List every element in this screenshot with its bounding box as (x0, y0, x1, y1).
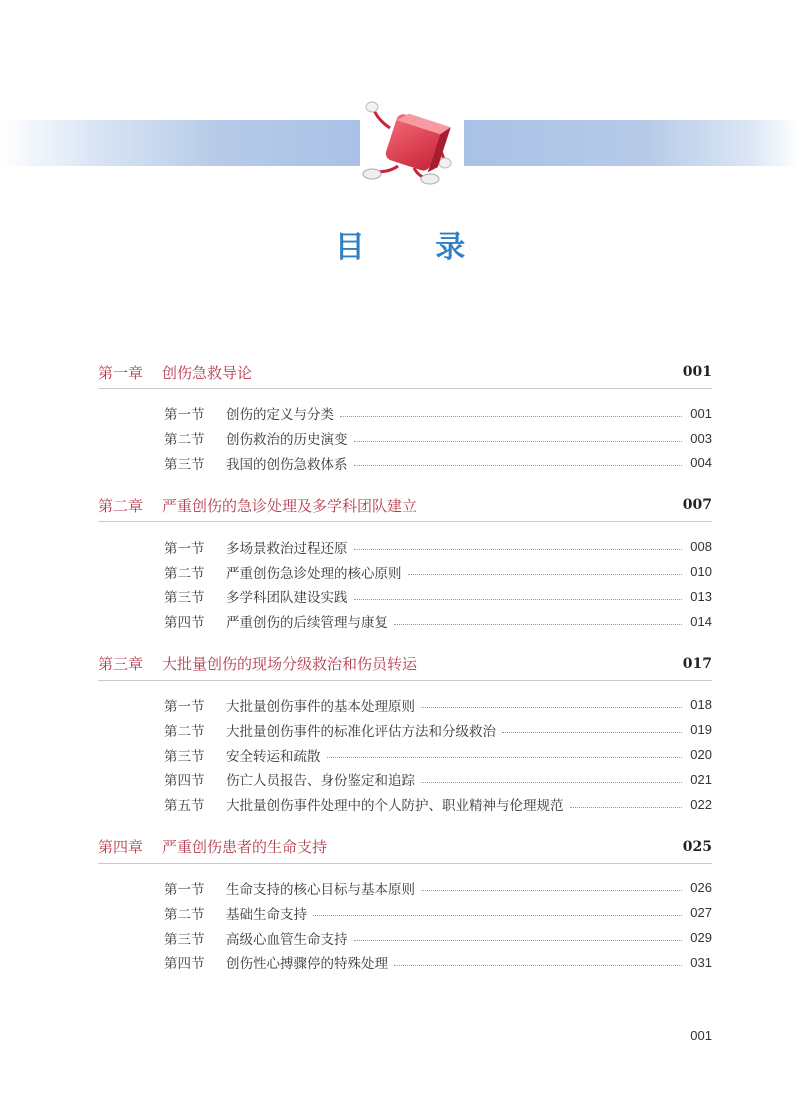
section-entry[interactable] (98, 767, 712, 792)
red-box-runner-icon (352, 98, 472, 190)
section-title: 创伤性心搏骤停的特殊处理 (226, 956, 388, 973)
section-entry[interactable] (98, 693, 712, 718)
section-page: 008 (690, 539, 712, 555)
chapter-page: 025 (682, 838, 712, 855)
dot-leader (354, 441, 683, 442)
section-title: 严重创伤的后续管理与康复 (226, 615, 388, 632)
section-title: 大批量创伤事件的基本处理原则 (226, 698, 415, 715)
section-number: 第二节 (164, 906, 205, 923)
section-title: 大批量创伤事件处理中的个人防护、职业精神与伦理规范 (226, 798, 564, 815)
section-entry[interactable] (98, 584, 712, 609)
table-of-contents (98, 356, 712, 989)
section-entry[interactable] (98, 559, 712, 584)
section-page: 004 (690, 455, 712, 471)
section-number: 第一节 (164, 407, 205, 424)
chapter-number: 第一章 (98, 363, 144, 382)
dot-leader (313, 915, 682, 916)
section-page: 003 (690, 430, 712, 446)
chapter-number: 第三章 (98, 655, 144, 674)
section-page: 010 (690, 564, 712, 580)
section-page: 018 (690, 697, 712, 713)
section-number: 第一节 (164, 698, 205, 715)
header-banner-left (0, 120, 360, 166)
section-page: 029 (690, 930, 712, 946)
section-entry[interactable] (98, 950, 712, 975)
section-number: 第二节 (164, 723, 205, 740)
dot-leader (340, 416, 682, 417)
dot-leader (354, 549, 683, 550)
section-title: 生命支持的核心目标与基本原则 (226, 881, 415, 898)
chapter-heading[interactable] (98, 831, 712, 864)
section-number: 第二节 (164, 432, 205, 449)
section-entry[interactable] (98, 717, 712, 742)
chapter-number: 第二章 (98, 496, 144, 515)
dot-leader (327, 757, 683, 758)
section-page: 022 (690, 796, 712, 812)
section-title: 高级心血管生命支持 (226, 931, 348, 948)
section-page: 021 (690, 771, 712, 787)
section-entry[interactable] (98, 900, 712, 925)
section-page: 013 (690, 588, 712, 604)
dot-leader (421, 707, 682, 708)
section-page: 026 (690, 880, 712, 896)
section-page: 027 (690, 905, 712, 921)
chapter-number: 第四章 (98, 838, 144, 857)
section-entry[interactable] (98, 742, 712, 767)
chapter-heading[interactable] (98, 489, 712, 522)
chapter-group (98, 356, 712, 475)
section-entry[interactable] (98, 876, 712, 901)
section-title: 安全转运和疏散 (226, 748, 321, 765)
section-number: 第三节 (164, 931, 205, 948)
section-title: 基础生命支持 (226, 906, 307, 923)
section-title: 我国的创伤急救体系 (226, 456, 348, 473)
section-title: 创伤的定义与分类 (226, 407, 334, 424)
chapter-title: 严重创伤的急诊处理及多学科团队建立 (162, 496, 418, 515)
section-number: 第四节 (164, 773, 205, 790)
section-entry[interactable] (98, 534, 712, 559)
section-title: 严重创伤急诊处理的核心原则 (226, 565, 402, 582)
section-page: 019 (690, 722, 712, 738)
chapter-group (98, 648, 712, 817)
section-title: 伤亡人员报告、身份鉴定和追踪 (226, 773, 415, 790)
chapter-page: 001 (682, 364, 712, 380)
section-entry[interactable] (98, 451, 712, 476)
section-page: 031 (690, 954, 712, 970)
section-number: 第四节 (164, 615, 205, 632)
header-banner-right (464, 120, 800, 166)
chapter-page: 017 (682, 655, 712, 672)
chapter-title: 大批量创伤的现场分级救治和伤员转运 (162, 655, 418, 674)
section-title: 创伤救治的历史演变 (226, 432, 348, 449)
section-number: 第四节 (164, 956, 205, 973)
section-entry[interactable] (98, 925, 712, 950)
chapter-title: 创伤急救导论 (162, 363, 253, 382)
section-number: 第一节 (164, 881, 205, 898)
dot-leader (354, 599, 683, 600)
page-number: 001 (690, 1028, 712, 1043)
section-number: 第三节 (164, 748, 205, 765)
dot-leader (394, 965, 682, 966)
page-title: 目 录 (334, 230, 496, 265)
section-title: 大批量创伤事件的标准化评估方法和分级救治 (226, 723, 496, 740)
chapter-page: 007 (682, 497, 712, 514)
section-entry[interactable] (98, 426, 712, 451)
section-entry[interactable] (98, 609, 712, 634)
dot-leader (570, 807, 683, 808)
chapter-group (98, 489, 712, 633)
section-number: 第五节 (164, 798, 205, 815)
section-entry[interactable] (98, 792, 712, 817)
section-entry[interactable] (98, 401, 712, 426)
section-title: 多学科团队建设实践 (226, 590, 348, 607)
chapter-group (98, 831, 712, 975)
section-page: 001 (690, 405, 712, 421)
chapter-title: 严重创伤患者的生命支持 (162, 838, 328, 857)
dot-leader (394, 624, 682, 625)
dot-leader (354, 940, 683, 941)
dot-leader (502, 732, 682, 733)
section-number: 第一节 (164, 540, 205, 557)
dot-leader (354, 465, 683, 466)
section-number: 第三节 (164, 590, 205, 607)
chapter-heading[interactable] (98, 356, 712, 389)
chapter-heading[interactable] (98, 648, 712, 681)
section-page: 020 (690, 747, 712, 763)
section-page: 014 (690, 613, 712, 629)
section-number: 第三节 (164, 456, 205, 473)
dot-leader (421, 782, 682, 783)
dot-leader (408, 574, 683, 575)
section-title: 多场景救治过程还原 (226, 540, 348, 557)
dot-leader (421, 890, 682, 891)
section-number: 第二节 (164, 565, 205, 582)
